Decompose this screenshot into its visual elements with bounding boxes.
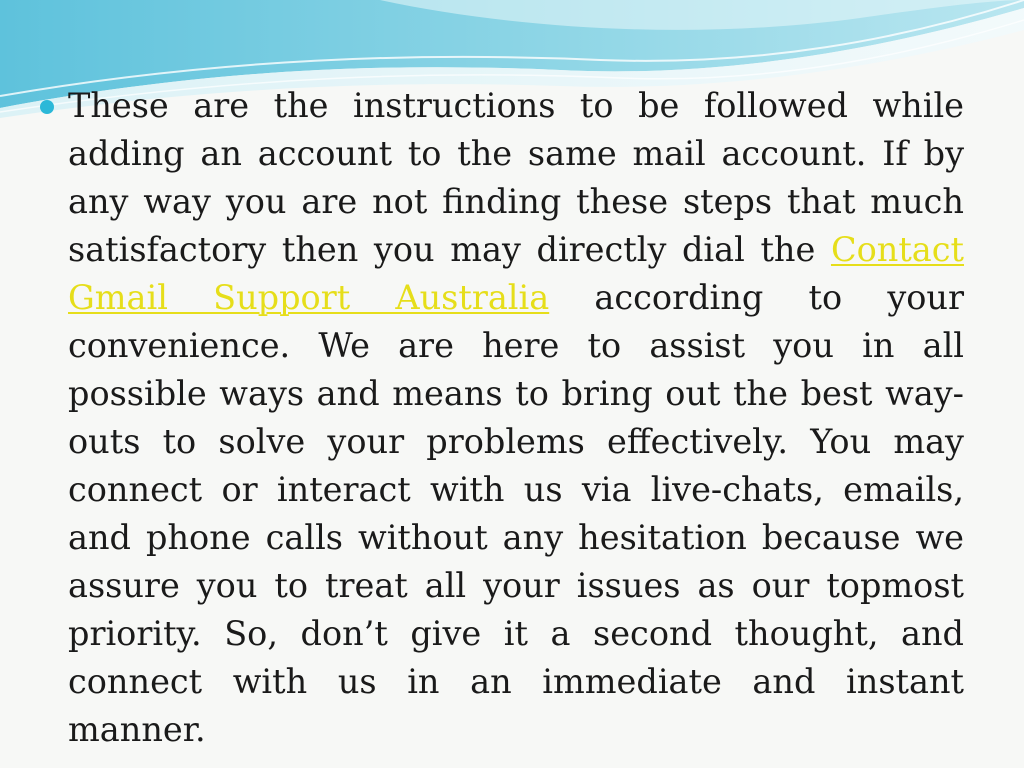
contact-support-link[interactable]: Contact Gmail Support Australia bbox=[68, 230, 964, 317]
bullet-dot-icon bbox=[40, 100, 54, 114]
paragraph-text-after-link: according to your convenience. We are here to assist you in all possible ways and means to bring out the best way-outs to solve your problems effectively. You may connect or interact with us via live-chats, emails, and phone calls without any hesitation because we assure you to treat all your issues as our topmost priority. So, don’t give it a second thought, and connect with us in an immediate and instant manner. bbox=[68, 278, 965, 749]
slide-content bbox=[40, 82, 964, 754]
paragraph-text-before-link: These are the instructions to be followed while adding an account to the same mail account. If by any way you are not finding these steps that much satisfactory then you may directly dial the bbox=[68, 86, 964, 269]
bullet-item bbox=[40, 82, 964, 754]
body-paragraph bbox=[68, 82, 964, 754]
